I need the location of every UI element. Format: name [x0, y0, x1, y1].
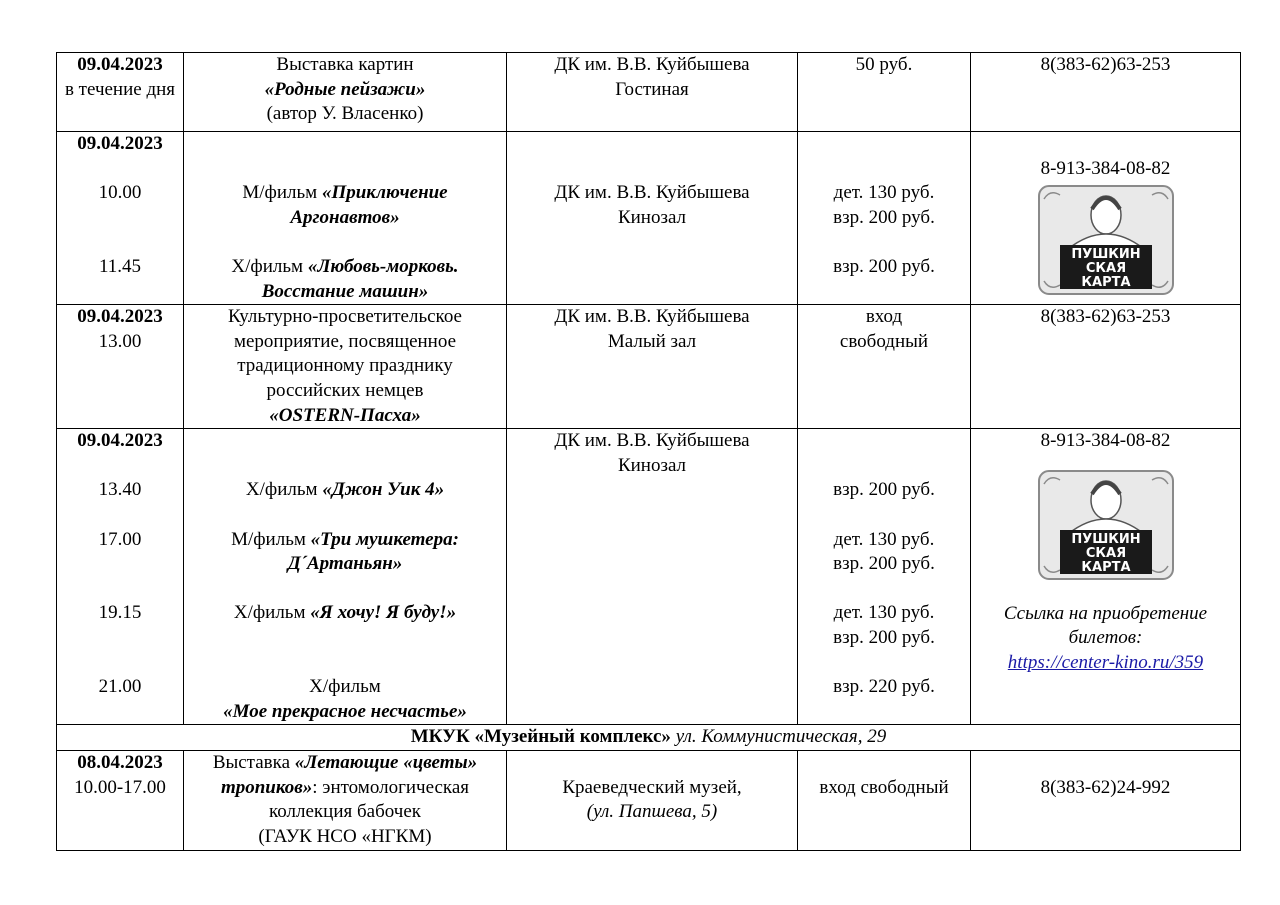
price: взр. 200 руб.: [833, 206, 935, 228]
film-type: Х/фильм: [309, 676, 381, 698]
contact-phone: 8-913-384-08-82: [1040, 430, 1171, 452]
place-line: Кинозал: [617, 454, 687, 476]
price: дет. 130 руб.: [833, 182, 935, 204]
contact-phone: 8(383-62)63-253: [1040, 54, 1171, 75]
event-time: 10.00: [98, 182, 142, 204]
contact-phone: 8(383-62)24-992: [1040, 776, 1171, 798]
section-header-row: [57, 725, 1241, 751]
film-title: «Мое прекрасное несчастье»: [223, 700, 467, 722]
event-time: 19.15: [98, 602, 142, 624]
event-cell: [184, 132, 507, 305]
event-text: : энтомологическая: [312, 776, 470, 798]
film-type: Х/фильм: [245, 479, 323, 501]
pushkin-card-logo: [1038, 185, 1174, 295]
date-cell: [57, 53, 184, 132]
contact-phone: 8(383-62)63-253: [1040, 306, 1171, 328]
contact-phone: 8-913-384-08-82: [1040, 157, 1171, 179]
film-title: Восстание машин»: [261, 280, 429, 302]
event-date: 08.04.2023: [77, 752, 163, 774]
event-time: 21.00: [98, 676, 142, 698]
price: взр. 200 руб.: [833, 479, 935, 501]
price: взр. 220 руб.: [833, 676, 935, 698]
contact-cell: [971, 132, 1241, 305]
event-time: 17.00: [98, 528, 142, 550]
price: дет. 130 руб.: [833, 528, 935, 550]
section-address: ул. Коммунистическая, 29: [670, 726, 887, 748]
section-header: [57, 725, 1241, 751]
film-type: М/фильм: [242, 182, 322, 204]
event-text: (ГАУК НСО «НГКМ): [258, 826, 432, 848]
event-prefix: Выставка картин: [276, 54, 414, 75]
place-cell: [507, 132, 798, 305]
place-cell: [507, 751, 798, 850]
price-cell: [798, 429, 971, 725]
film-type: М/фильм: [231, 528, 311, 550]
date-cell: [57, 305, 184, 429]
event-time: 11.45: [98, 255, 142, 277]
event-text: коллекция бабочек: [269, 801, 421, 823]
event-cell: [184, 305, 507, 429]
event-text: мероприятие, посвященное: [233, 330, 457, 352]
price: взр. 200 руб.: [833, 255, 935, 277]
ticket-link[interactable]: https://center-kino.ru/359: [1007, 651, 1204, 673]
event-time: 13.00: [98, 330, 142, 352]
event-title: тропиков»: [220, 776, 313, 798]
contact-cell: [971, 305, 1241, 429]
date-cell: [57, 429, 184, 725]
svg-text:КАРТА: КАРТА: [1080, 559, 1131, 575]
event-text: традиционному празднику: [237, 355, 453, 377]
event-date: 09.04.2023: [77, 133, 163, 154]
event-date: 09.04.2023: [77, 54, 163, 75]
table-row: [57, 429, 1241, 725]
price: вход свободный: [819, 776, 949, 798]
place-line: ДК им. В.В. Куйбышева: [554, 182, 750, 204]
ticket-link-label: Ссылка на приобретение: [1003, 602, 1208, 624]
event-prefix: Выставка: [212, 752, 295, 774]
event-text: Культурно-просветительское: [228, 306, 462, 328]
place-line: Малый зал: [607, 330, 697, 352]
film-title: «Приключение: [321, 182, 448, 204]
film-title: «Джон Уик 4»: [322, 479, 445, 501]
price: взр. 200 руб.: [833, 553, 935, 575]
place-line: Кинозал: [617, 206, 687, 228]
ticket-link-label: билетов:: [1068, 627, 1143, 649]
contact-cell: [971, 751, 1241, 850]
price-cell: [798, 751, 971, 850]
date-cell: [57, 132, 184, 305]
date-cell: [57, 751, 184, 850]
event-title: «OSTERN-Пасха»: [269, 404, 421, 426]
svg-text:ПУШКИН: ПУШКИН: [1070, 247, 1141, 263]
place-line: ДК им. В.В. Куйбышева: [554, 430, 750, 452]
event-time: 13.40: [98, 479, 142, 501]
event-title: «Родные пейзажи»: [264, 78, 426, 100]
price: дет. 130 руб.: [833, 602, 935, 624]
place-line: ДК им. В.В. Куйбышева: [554, 54, 750, 75]
event-cell: [184, 429, 507, 725]
price-cell: [798, 132, 971, 305]
event-note: (автор У. Власенко): [266, 103, 424, 125]
film-title: Д´Артаньян»: [287, 553, 403, 575]
table-row: [57, 53, 1241, 132]
svg-text:ПУШКИН: ПУШКИН: [1070, 531, 1141, 547]
pushkin-card-logo: [1038, 470, 1174, 580]
place-line: Гостиная: [615, 78, 689, 100]
table-row: [57, 132, 1241, 305]
price: взр. 200 руб.: [833, 626, 935, 648]
event-title: «Летающие «цветы»: [294, 752, 478, 774]
svg-text:СКАЯ: СКАЯ: [1085, 261, 1126, 277]
film-title: «Я хочу! Я буду!»: [310, 602, 457, 624]
table-row: [57, 305, 1241, 429]
price: 50 руб.: [855, 54, 913, 75]
event-cell: [184, 53, 507, 132]
event-time: в течение дня: [64, 78, 176, 100]
place-line: Краеведческий музей,: [562, 776, 742, 798]
contact-cell: [971, 53, 1241, 132]
event-text: российских немцев: [266, 379, 424, 401]
contact-cell: [971, 429, 1241, 725]
place-cell: [507, 429, 798, 725]
film-title: «Три мушкетера:: [310, 528, 459, 550]
price: свободный: [839, 330, 929, 352]
price-cell: [798, 305, 971, 429]
event-time: 10.00-17.00: [74, 776, 166, 798]
place-note: (ул. Папшева, 5): [586, 801, 718, 823]
price-cell: [798, 53, 971, 132]
film-title: Аргонавтов»: [290, 206, 400, 228]
events-table: [56, 52, 1241, 851]
svg-text:КАРТА: КАРТА: [1080, 275, 1131, 291]
place-cell: [507, 305, 798, 429]
film-title: «Любовь-морковь.: [307, 255, 459, 277]
svg-text:СКАЯ: СКАЯ: [1085, 545, 1126, 561]
place-line: ДК им. В.В. Куйбышева: [554, 306, 750, 328]
event-date: 09.04.2023: [77, 430, 163, 452]
price: вход: [865, 306, 903, 328]
section-name: МКУК «Музейный комплекс»: [410, 726, 671, 748]
table-row: [57, 751, 1241, 850]
film-type: Х/фильм: [233, 602, 311, 624]
film-type: Х/фильм: [231, 255, 308, 277]
place-cell: [507, 53, 798, 132]
event-cell: [184, 751, 507, 850]
event-date: 09.04.2023: [77, 306, 163, 328]
